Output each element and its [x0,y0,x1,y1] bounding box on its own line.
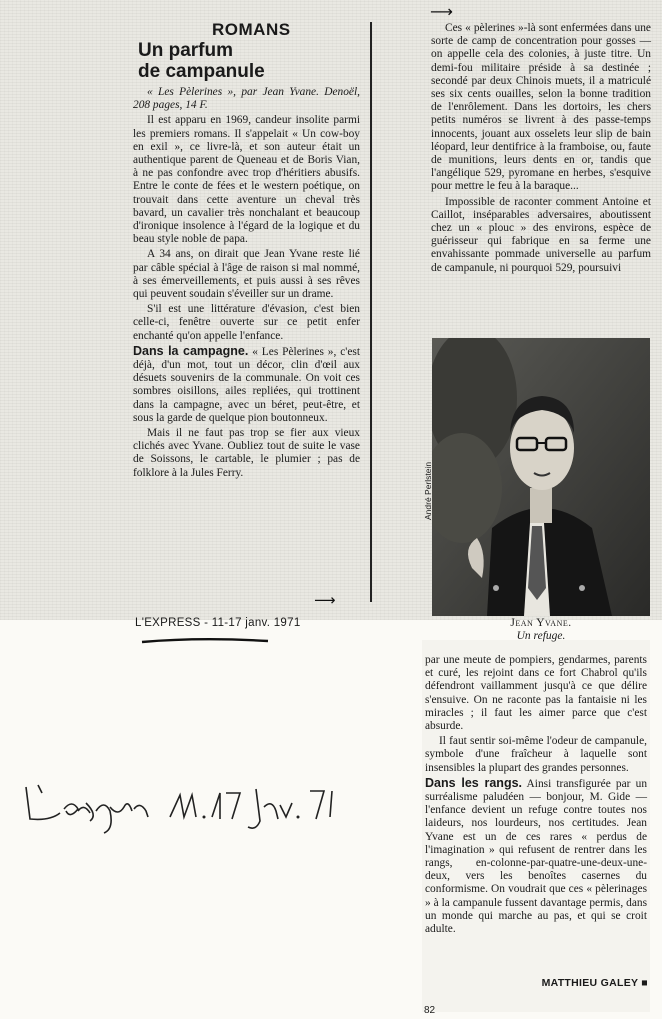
column-divider [370,22,372,602]
column-2 [431,22,651,277]
paragraph-text: Ainsi transfigurée par un surréalisme paludéen — bonjour, M. Gide — l'enfance devient un refuge contre toutes nos laideurs, nos lourdeurs, nos certitudes. Jean Yvane est un de ces rares « perdus de l'imagination » qui refusent de rentrer dans les rangs, en-colonne-par-quatre-une-deux-une-deux, vers les benoîtes casernes du conformisme. On voudrait que ces « pèlerinages » à la campanule fussent davantage permis, dans un monde qui marche au pas, et qui se croit adulte. [425,777,648,936]
handwritten-note [20,777,350,842]
paragraph: par une meute de pompiers, gendarmes, parents et curé, les rejoint dans ce fort Chabrol qu'ils défendront vaillamment jusqu'à ce que délire s'ensuive. On ne raconte pas la fantaisie ni les miracles ; il faut les aimer parce que c'est absurde. [425,654,647,733]
publication-source: L'EXPRESS - 11-17 janv. 1971 [135,617,301,629]
subhead: Dans la campagne. [133,343,249,358]
author-signature [542,977,648,989]
headline-line-1: Un parfum [138,40,233,61]
paragraph: A 34 ans, on dirait que Jean Yvane reste lié par câble spécial à l'âge de raison si mal nommé, à ses émerveillements, et puis aussi à ses rêves qui peuvent soudain s'éveiller sur un drame. [133,248,360,301]
handwriting-scrawl [20,777,350,837]
paragraph: Ces « pèlerines »-là sont enfermées dans une sorte de camp de concentration pour gosses — on appelle cela des colonies, à juste titre. Un demi-fou militaire préside à sa destinée ; secondé par deux Chinois muets, il a matriculé ses six cents ouailles, selon la bonne tradition de l'enrôlement. Dans les dortoirs, les chers petits numéros se livrent à des passe-temps innocents, jouant aux osselets leur slip de bain léopard, leur dentifrice à la framboise, ou, faute de munitions, leurs dents en or, tandis que l'angélique 529, pyromane en herbes, s'esquive pour mettre le feu à la baraque... [431,22,651,193]
paragraph-text: « Les Pèlerines », c'est déjà, d'un mot, tout un décor, clin d'œil aux désuets souvenirs de la communale. On voit ces sombres oisillons, ailes repliées, qui trottinent dans la campagne, avec un béret, peut-être, et sous la garde de quelque pion boutonneux. [133,345,360,424]
column-3 [425,654,647,938]
page-number: 82 [424,1005,436,1016]
signature-text: MATTHIEU GALEY [541,977,639,989]
paragraph: S'il est une littérature d'évasion, c'est bien celle-ci, fenêtre ouverte sur ce petit enfer enchanté qu'on appelle l'enfance. [133,303,360,342]
subhead: Dans les rangs. [425,775,523,790]
paragraph-with-subhead [425,777,647,936]
right-arrow-icon: ⟶ [430,2,453,21]
caption-name: Jean Yvane. [510,617,572,629]
section-rubric: ROMANS [212,20,291,39]
hand-drawn-underline [140,636,270,646]
article-headline [138,40,265,82]
black-square-icon: ■ [641,977,648,989]
portrait-illustration [432,338,650,616]
paragraph: Il faut sentir soi-même l'odeur de campanule, symbole d'une fraîcheur à laquelle sont insensibles la plupart des grandes personnes. [425,735,647,774]
paragraph-with-subhead [133,345,360,425]
caption-subtitle: Un refuge. [516,630,566,642]
photo-credit: André Perlstein [423,461,433,520]
photo-caption [432,617,650,643]
paragraph: Mais il ne faut pas trop se fier aux vieux clichés avec Yvane. Oubliez tout de suite le vase de Soissons, le cartable, le plumier ; pas de folklore à la Jules Ferry. [133,427,360,479]
column-1 [133,86,360,482]
paragraph: Il est apparu en 1969, candeur insolite parmi les premiers romans. Il s'appelait « Un cow-boy en exil », ce livre-là, et son auteur était un authentique parent de Queneau et de Boris Vian, à ne pas confondre avec trop d'héritiers abusifs. Entre le conte de fées et le western poétique, on trouvait dans cette aventure un cheval très bavard, un cavalier très nonchalant et beaucoup d'ironique insolence à l'égard de la logique et du beau style noble de papa. [133,114,360,246]
book-reference: « Les Pèlerines », par Jean Yvane. Denoël, 208 pages, 14 F. [133,86,360,112]
author-photo [432,338,650,616]
right-arrow-icon: ⟶ [314,591,336,609]
paragraph: Impossible de raconter comment Antoine et Caillot, inséparables adversaires, aboutissent chez un « plouc » des environs, espèce de guérisseur qui fabrique en sa ferme une envahissante pommade universelle au parfum de campanule, ni pourquoi 529, poursuivi [431,195,651,274]
headline-line-2: de campanule [138,61,265,82]
